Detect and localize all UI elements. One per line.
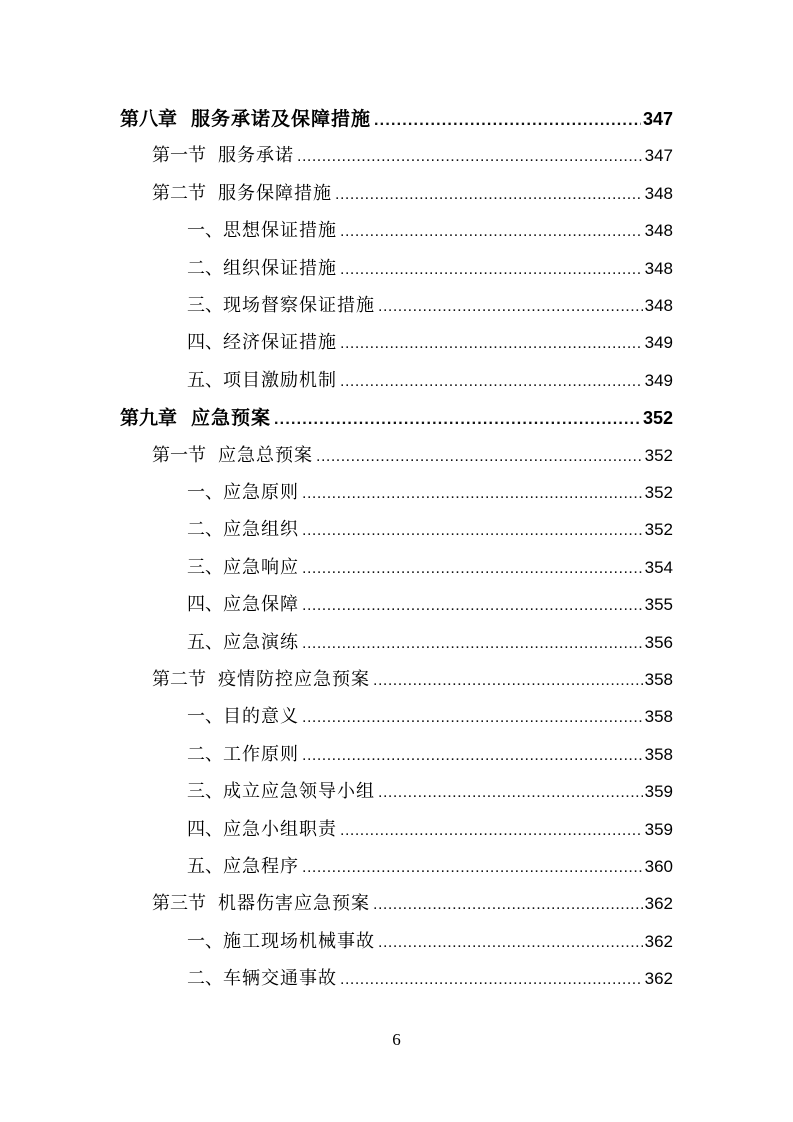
toc-entry-title: 应急响应 (223, 556, 299, 578)
toc-subsection-entry[interactable] (187, 216, 673, 246)
toc-entry-page: 349 (644, 333, 673, 353)
toc-dot-leader (302, 853, 643, 883)
toc-dot-leader (302, 703, 643, 733)
toc-subsection-entry[interactable] (187, 478, 673, 508)
toc-entry-title: 目的意义 (223, 706, 299, 728)
toc-entry-number: 一、 (187, 930, 223, 952)
toc-dot-leader (274, 405, 641, 435)
toc-entry-number: 四、 (187, 332, 223, 354)
toc-entry-number: 五、 (187, 631, 223, 653)
toc-entry-title: 服务保障措施 (218, 182, 332, 204)
toc-subsection-entry[interactable] (187, 964, 673, 994)
toc-entry-page: 356 (644, 632, 673, 652)
toc-entry-page: 355 (644, 595, 673, 615)
toc-entry-number: 一、 (187, 482, 223, 503)
toc-dot-leader (340, 329, 643, 359)
toc-dot-leader (302, 479, 643, 509)
toc-subsection-entry[interactable] (187, 553, 673, 583)
toc-dot-leader (373, 890, 643, 920)
toc-entry-number: 五、 (187, 369, 223, 391)
toc-entry-title: 工作原则 (223, 743, 299, 765)
toc-entry-title: 思想保证措施 (223, 220, 337, 242)
toc-dot-leader (340, 217, 643, 247)
toc-entry-number: 四、 (187, 594, 223, 616)
toc-section-entry[interactable] (152, 441, 673, 471)
toc-subsection-entry[interactable] (187, 291, 673, 321)
toc-subsection-entry[interactable] (187, 515, 673, 545)
toc-entry-title: 组织保证措施 (223, 257, 337, 279)
toc-entry-page: 348 (644, 258, 673, 278)
toc-dot-leader (302, 741, 643, 771)
toc-chapter-entry[interactable] (120, 403, 673, 433)
toc-entry-title: 应急组织 (223, 519, 299, 541)
toc-entry-number: 二、 (187, 743, 223, 765)
toc-entry-title: 应急小组职责 (223, 818, 337, 840)
toc-dot-leader (302, 591, 643, 621)
toc-entry-number: 第一节 (152, 444, 206, 466)
toc-entry-title: 施工现场机械事故 (223, 930, 375, 952)
toc-entry-page: 347 (642, 109, 673, 129)
toc-entry-number: 四、 (187, 818, 223, 840)
toc-section-entry[interactable] (152, 665, 673, 695)
toc-entry-number: 三、 (187, 556, 223, 578)
toc-entry-title: 应急预案 (191, 407, 272, 430)
toc-subsection-entry[interactable] (187, 328, 673, 358)
toc-entry-title: 疫情防控应急预案 (218, 669, 370, 690)
toc-entry-title: 现场督察保证措施 (223, 295, 375, 316)
toc-entry-number: 第八章 (120, 108, 178, 130)
toc-entry-title: 成立应急领导小组 (223, 781, 375, 803)
toc-entry-page: 354 (644, 557, 673, 577)
toc-entry-number: 一、 (187, 220, 223, 242)
toc-entry-number: 第九章 (120, 407, 178, 430)
toc-dot-leader (340, 367, 643, 397)
toc-dot-leader (340, 816, 643, 846)
toc-subsection-entry[interactable] (187, 702, 673, 732)
toc-entry-page: 362 (644, 969, 673, 989)
toc-entry-page: 352 (642, 408, 673, 429)
toc-entry-page: 358 (644, 670, 673, 689)
toc-dot-leader (373, 666, 643, 696)
toc-entry-title: 项目激励机制 (223, 369, 337, 391)
toc-entry-title: 机器伤害应急预案 (218, 893, 370, 915)
toc-entry-page: 358 (644, 707, 673, 727)
page-number: 6 (392, 1030, 401, 1049)
toc-entry-number: 二、 (187, 519, 223, 541)
toc-entry-title: 车辆交通事故 (223, 968, 337, 990)
toc-entry-page: 359 (644, 819, 673, 839)
toc-dot-leader (340, 255, 643, 285)
toc-entry-page: 360 (644, 857, 673, 876)
toc-subsection-entry[interactable] (187, 628, 673, 658)
toc-entry-number: 第三节 (152, 893, 206, 915)
toc-section-entry[interactable] (152, 889, 673, 919)
toc-entry-title: 经济保证措施 (223, 332, 337, 354)
toc-entry-page: 362 (644, 931, 673, 951)
toc-dot-leader (378, 778, 643, 808)
toc-subsection-entry[interactable] (187, 777, 673, 807)
toc-dot-leader (374, 106, 641, 136)
toc-entry-number: 第一节 (152, 145, 206, 167)
toc-entry-page: 352 (644, 520, 673, 540)
toc-subsection-entry[interactable] (187, 590, 673, 620)
toc-entry-title: 应急保障 (223, 594, 299, 616)
toc-entry-page: 348 (644, 183, 673, 203)
toc-entry-number: 第二节 (152, 182, 206, 204)
toc-dot-leader (302, 629, 643, 659)
toc-entry-title: 应急总预案 (218, 444, 313, 466)
toc-entry-page: 348 (644, 221, 673, 241)
toc-dot-leader (302, 516, 643, 546)
toc-subsection-entry[interactable] (187, 740, 673, 770)
toc-entry-number: 第二节 (152, 669, 206, 690)
toc-entry-title: 应急原则 (223, 482, 299, 503)
toc-dot-leader (297, 142, 643, 172)
toc-entry-number: 二、 (187, 257, 223, 279)
toc-entry-number: 二、 (187, 968, 223, 990)
toc-section-entry[interactable] (152, 141, 673, 171)
toc-entry-page: 352 (644, 483, 673, 502)
toc-entry-page: 348 (644, 296, 673, 315)
toc-entry-page: 347 (644, 146, 673, 166)
toc-subsection-entry[interactable] (187, 927, 673, 957)
toc-dot-leader (316, 442, 643, 472)
toc-entry-page: 362 (644, 894, 673, 914)
toc-entry-number: 五、 (187, 856, 223, 877)
toc-entry-number: 一、 (187, 706, 223, 728)
toc-entry-title: 服务承诺 (218, 145, 294, 167)
toc-subsection-entry[interactable] (187, 852, 673, 882)
toc-entry-page: 359 (644, 782, 673, 802)
toc-subsection-entry[interactable] (187, 815, 673, 845)
toc-entry-page: 349 (644, 370, 673, 390)
toc-entry-page: 358 (644, 744, 673, 764)
toc-dot-leader (335, 180, 643, 210)
toc-section-entry[interactable] (152, 179, 673, 209)
toc-dot-leader (378, 292, 643, 322)
toc-entry-title: 应急演练 (223, 631, 299, 653)
toc-subsection-entry[interactable] (187, 366, 673, 396)
toc-entry-number: 三、 (187, 295, 223, 316)
toc-entry-page: 352 (644, 445, 673, 465)
toc-subsection-entry[interactable] (187, 254, 673, 284)
toc-entry-number: 三、 (187, 781, 223, 803)
toc-chapter-entry[interactable] (120, 104, 673, 134)
toc-entry-title: 服务承诺及保障措施 (191, 108, 372, 130)
toc-dot-leader (378, 928, 643, 958)
toc-dot-leader (340, 965, 643, 995)
toc-dot-leader (302, 554, 643, 584)
toc-entry-title: 应急程序 (223, 856, 299, 877)
